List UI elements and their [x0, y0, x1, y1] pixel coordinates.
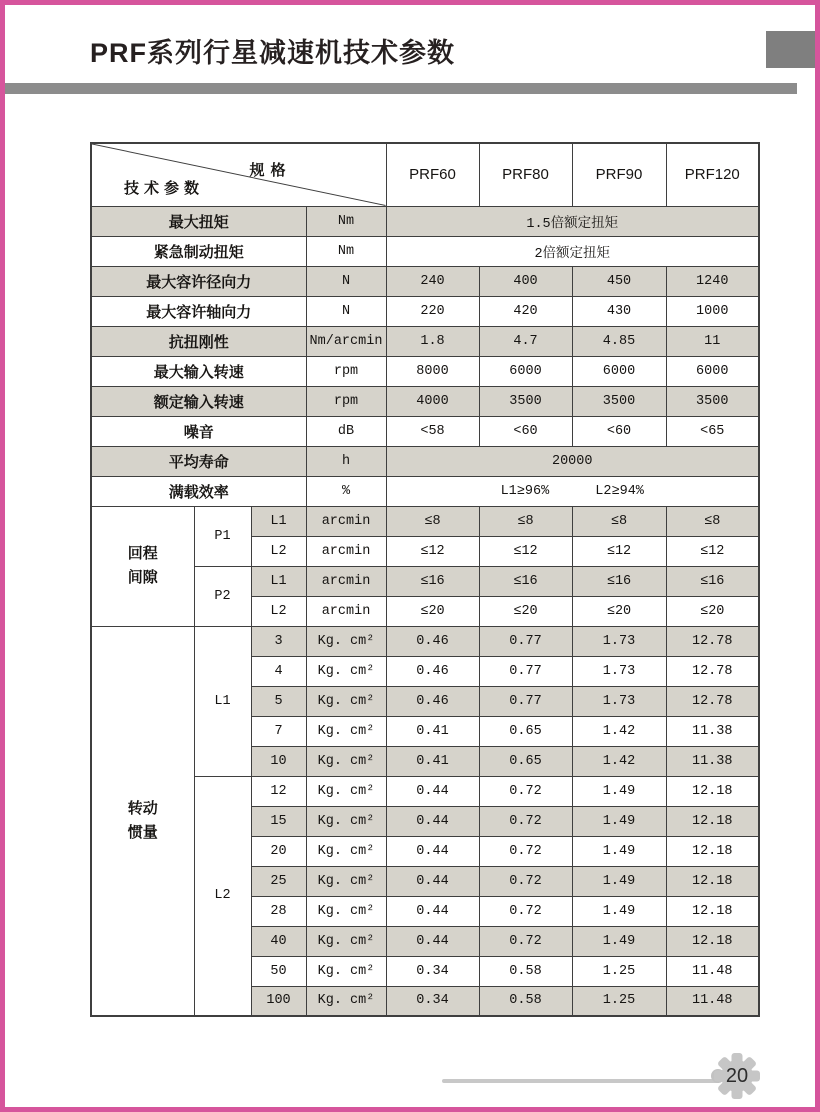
value-cell: 12.78	[666, 656, 759, 686]
value-cell: ≤16	[666, 566, 759, 596]
table-row	[91, 266, 759, 296]
value-cell: 0.58	[479, 956, 572, 986]
corner-label-params: 技术参数	[124, 179, 205, 197]
unit-cell: Kg. cm²	[306, 896, 386, 926]
value-cell: 11.38	[666, 716, 759, 746]
table-row	[91, 626, 759, 656]
title-underline-bar	[5, 83, 797, 94]
unit-cell: arcmin	[306, 596, 386, 626]
column-header-prf120: PRF120	[666, 143, 759, 206]
value-cell: 3500	[666, 386, 759, 416]
value-cell: 6000	[572, 356, 666, 386]
value-cell: 0.77	[479, 686, 572, 716]
value-cell: 1.42	[572, 716, 666, 746]
value-cell: 6000	[479, 356, 572, 386]
value-cell: 0.65	[479, 716, 572, 746]
ratio-cell: 25	[251, 866, 306, 896]
value-cell: 0.34	[386, 986, 479, 1016]
page-title: PRF系列行星减速机技术参数	[90, 38, 455, 68]
unit-cell: Kg. cm²	[306, 866, 386, 896]
unit-cell: arcmin	[306, 506, 386, 536]
header-row	[91, 143, 759, 206]
value-cell: 12.18	[666, 866, 759, 896]
spec-label: 额定输入转速	[91, 386, 306, 416]
ratio-cell: 50	[251, 956, 306, 986]
value-cell: <60	[572, 416, 666, 446]
value-cell: 0.72	[479, 926, 572, 956]
page-number-gear-badge	[713, 1052, 761, 1100]
unit-cell: Kg. cm²	[306, 836, 386, 866]
value-cell: 1.73	[572, 626, 666, 656]
spec-label: 最大输入转速	[91, 356, 306, 386]
value-cell: 0.46	[386, 656, 479, 686]
table-row	[91, 446, 759, 476]
value-cell: 12.18	[666, 926, 759, 956]
inertia-group-cell: 转动 惯量	[91, 626, 194, 1016]
value-cell: 450	[572, 266, 666, 296]
ratio-cell: 7	[251, 716, 306, 746]
value-cell: 0.44	[386, 836, 479, 866]
value-cell: 1.25	[572, 956, 666, 986]
value-cell: 0.72	[479, 806, 572, 836]
value-cell: ≤16	[386, 566, 479, 596]
value-cell: 1.49	[572, 926, 666, 956]
unit-cell: Kg. cm²	[306, 656, 386, 686]
value-cell: 0.41	[386, 746, 479, 776]
page-number: 20	[725, 1064, 749, 1087]
unit-cell: Kg. cm²	[306, 776, 386, 806]
value-cell: 11.38	[666, 746, 759, 776]
value-cell: ≤12	[666, 536, 759, 566]
value-cell: 3500	[572, 386, 666, 416]
unit-cell: rpm	[306, 386, 386, 416]
value-cell: 1.49	[572, 806, 666, 836]
ratio-cell: 40	[251, 926, 306, 956]
footer-rule-line	[442, 1079, 720, 1083]
value-cell: 0.44	[386, 926, 479, 956]
stage-l1-cell: L1	[194, 626, 251, 776]
level-cell: L2	[251, 536, 306, 566]
value-cell: 6000	[666, 356, 759, 386]
table-row	[91, 296, 759, 326]
spec-table	[90, 142, 760, 1017]
value-cell: 11.48	[666, 956, 759, 986]
value-cell: 4000	[386, 386, 479, 416]
ratio-cell: 28	[251, 896, 306, 926]
value-cell: <65	[666, 416, 759, 446]
value-cell: 1.49	[572, 836, 666, 866]
value-cell: 0.44	[386, 806, 479, 836]
value-cell: 11.48	[666, 986, 759, 1016]
level-cell: L2	[251, 596, 306, 626]
value-cell: 1.25	[572, 986, 666, 1016]
value-cell: ≤8	[572, 506, 666, 536]
value-cell: 0.77	[479, 626, 572, 656]
value-cell: 3500	[479, 386, 572, 416]
value-cell: 0.58	[479, 986, 572, 1016]
value-cell: 8000	[386, 356, 479, 386]
value-cell: ≤16	[572, 566, 666, 596]
value-cell: ≤12	[479, 536, 572, 566]
merged-value-cell	[386, 476, 759, 506]
unit-cell: Kg. cm²	[306, 716, 386, 746]
ratio-cell: 100	[251, 986, 306, 1016]
corner-header-cell	[91, 143, 386, 206]
value-cell: 0.44	[386, 866, 479, 896]
value-cell: 0.46	[386, 686, 479, 716]
ratio-cell: 10	[251, 746, 306, 776]
unit-cell: Kg. cm²	[306, 686, 386, 716]
value-cell: 4.85	[572, 326, 666, 356]
ratio-cell: 4	[251, 656, 306, 686]
value-cell: 12.18	[666, 776, 759, 806]
value-cell: 0.65	[479, 746, 572, 776]
value-cell: 1.42	[572, 746, 666, 776]
value-cell: <58	[386, 416, 479, 446]
value-cell: ≤8	[386, 506, 479, 536]
merged-value-cell: 20000	[386, 446, 759, 476]
unit-cell: Kg. cm²	[306, 806, 386, 836]
ratio-cell: 15	[251, 806, 306, 836]
column-header-prf80: PRF80	[479, 143, 572, 206]
value-cell: ≤20	[572, 596, 666, 626]
value-cell: 0.34	[386, 956, 479, 986]
table-row	[91, 476, 759, 506]
value-cell: ≤20	[666, 596, 759, 626]
spec-label: 最大容许径向力	[91, 266, 306, 296]
value-cell: 420	[479, 296, 572, 326]
unit-cell: Nm	[306, 206, 386, 236]
value-cell: 0.44	[386, 776, 479, 806]
value-cell: 0.72	[479, 836, 572, 866]
unit-cell: Kg. cm²	[306, 986, 386, 1016]
table-row	[91, 386, 759, 416]
value-cell: 400	[479, 266, 572, 296]
table-row	[91, 356, 759, 386]
column-header-prf90: PRF90	[572, 143, 666, 206]
value-cell: 11	[666, 326, 759, 356]
efficiency-l1: L1≥96%	[500, 483, 550, 499]
value-cell: 0.77	[479, 656, 572, 686]
table-row	[91, 206, 759, 236]
value-cell: 12.78	[666, 686, 759, 716]
unit-cell: h	[306, 446, 386, 476]
spec-label: 噪音	[91, 416, 306, 446]
unit-cell: N	[306, 266, 386, 296]
unit-cell: arcmin	[306, 566, 386, 596]
value-cell: 0.46	[386, 626, 479, 656]
value-cell: 4.7	[479, 326, 572, 356]
spec-label: 抗扭刚性	[91, 326, 306, 356]
unit-cell: Nm	[306, 236, 386, 266]
table-row	[91, 506, 759, 536]
unit-cell: dB	[306, 416, 386, 446]
table-row	[91, 416, 759, 446]
ratio-cell: 20	[251, 836, 306, 866]
value-cell: 12.78	[666, 626, 759, 656]
unit-cell: arcmin	[306, 536, 386, 566]
value-cell: 1.49	[572, 776, 666, 806]
value-cell: 1.49	[572, 866, 666, 896]
unit-cell: Kg. cm²	[306, 926, 386, 956]
value-cell: ≤12	[572, 536, 666, 566]
merged-value-cell: 1.5倍额定扭矩	[386, 206, 759, 236]
value-cell: 12.18	[666, 896, 759, 926]
value-cell: 1.73	[572, 656, 666, 686]
value-cell: 0.41	[386, 716, 479, 746]
level-cell: L1	[251, 566, 306, 596]
value-cell: 1000	[666, 296, 759, 326]
corner-decor-block	[766, 31, 815, 68]
value-cell: <60	[479, 416, 572, 446]
value-cell: 0.44	[386, 896, 479, 926]
merged-value-cell: 2倍额定扭矩	[386, 236, 759, 266]
value-cell: 0.72	[479, 776, 572, 806]
value-cell: 1.73	[572, 686, 666, 716]
value-cell: ≤16	[479, 566, 572, 596]
ratio-cell: 12	[251, 776, 306, 806]
unit-cell: N	[306, 296, 386, 326]
ratio-cell: 3	[251, 626, 306, 656]
value-cell: 430	[572, 296, 666, 326]
unit-cell: Kg. cm²	[306, 626, 386, 656]
value-cell: ≤8	[666, 506, 759, 536]
spec-label: 最大扭矩	[91, 206, 306, 236]
value-cell: 12.18	[666, 806, 759, 836]
unit-cell: Kg. cm²	[306, 956, 386, 986]
table-row	[91, 326, 759, 356]
value-cell: 0.72	[479, 866, 572, 896]
spec-label: 最大容许轴向力	[91, 296, 306, 326]
column-header-prf60: PRF60	[386, 143, 479, 206]
spec-label: 紧急制动扭矩	[91, 236, 306, 266]
value-cell: 240	[386, 266, 479, 296]
corner-label-spec: 规格	[249, 162, 292, 179]
ratio-cell: 5	[251, 686, 306, 716]
table-row	[91, 236, 759, 266]
value-cell: 12.18	[666, 836, 759, 866]
value-cell: ≤20	[386, 596, 479, 626]
stage-l2-cell: L2	[194, 776, 251, 1016]
value-cell: 1240	[666, 266, 759, 296]
value-cell: 1.49	[572, 896, 666, 926]
level-cell: L1	[251, 506, 306, 536]
value-cell: 0.72	[479, 896, 572, 926]
backlash-group-cell: 回程 间隙	[91, 506, 194, 626]
spec-label: 平均寿命	[91, 446, 306, 476]
value-cell: ≤20	[479, 596, 572, 626]
value-cell: 1.8	[386, 326, 479, 356]
value-cell: ≤12	[386, 536, 479, 566]
unit-cell: rpm	[306, 356, 386, 386]
unit-cell: Kg. cm²	[306, 746, 386, 776]
precision-p2-cell: P2	[194, 566, 251, 626]
efficiency-l2: L2≥94%	[595, 483, 644, 499]
value-cell: ≤8	[479, 506, 572, 536]
unit-cell: %	[306, 476, 386, 506]
precision-p1-cell: P1	[194, 506, 251, 566]
value-cell: 220	[386, 296, 479, 326]
unit-cell: Nm/arcmin	[306, 326, 386, 356]
spec-label: 满载效率	[91, 476, 306, 506]
